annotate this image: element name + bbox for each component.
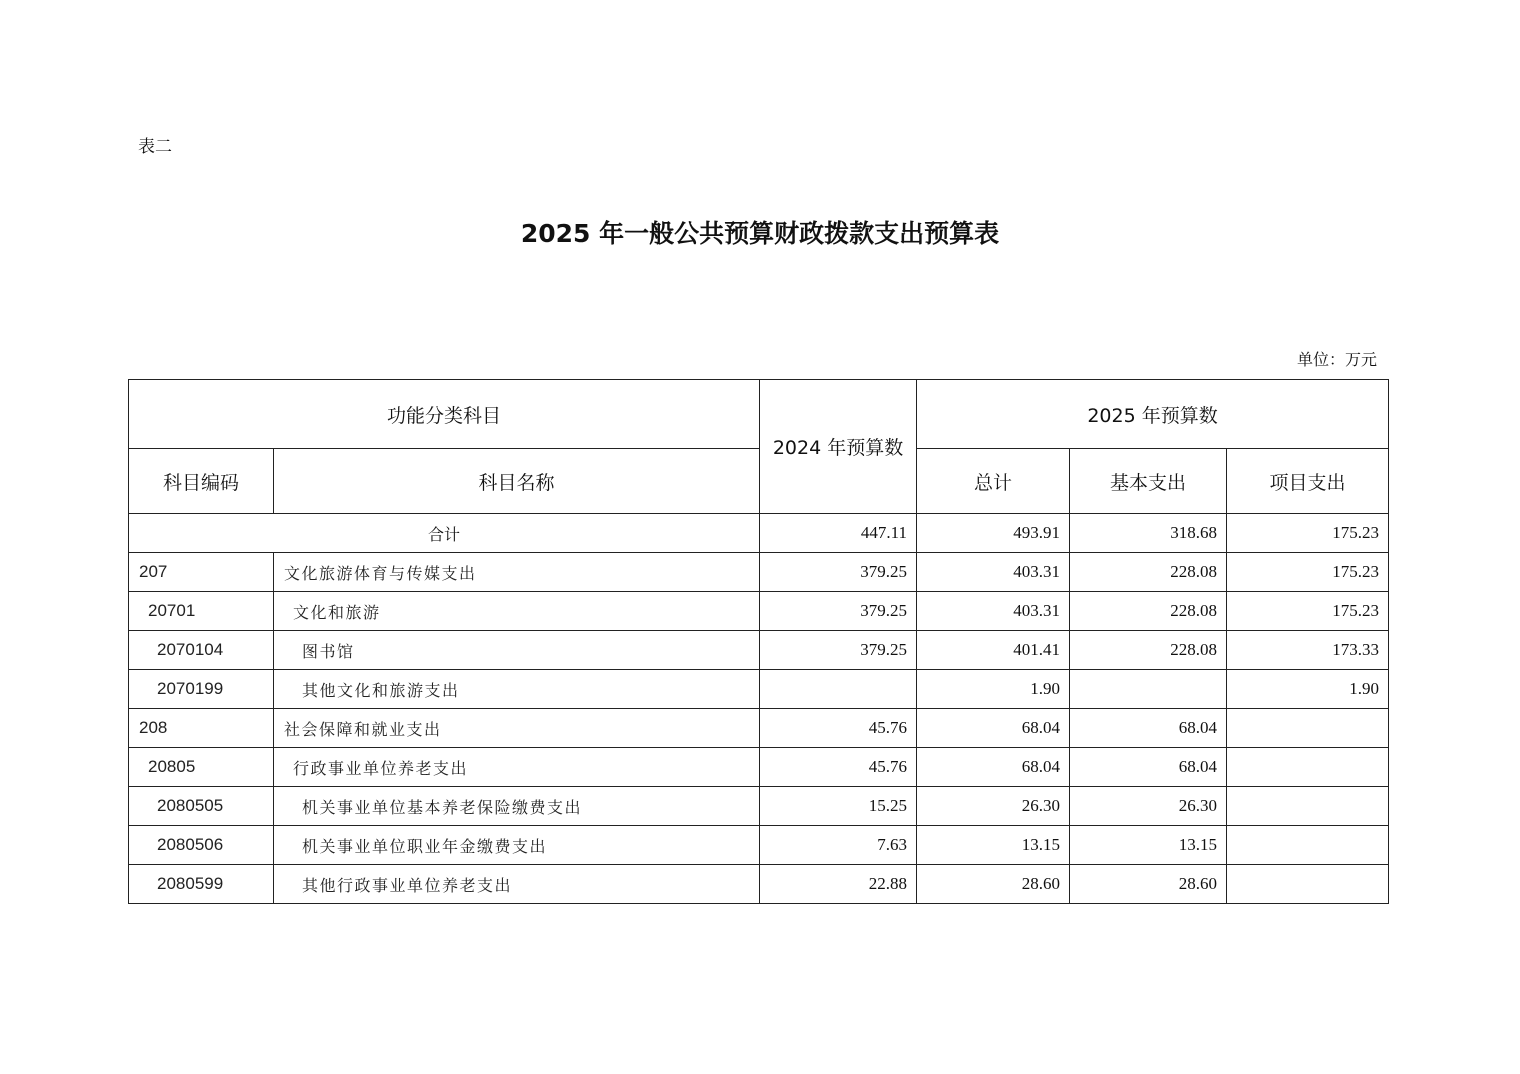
total-total: 493.91 <box>917 514 1070 553</box>
row-total: 401.41 <box>917 631 1070 670</box>
row-basic: 13.15 <box>1070 826 1227 865</box>
header-row-2 <box>129 449 1389 514</box>
row-name: 文化和旅游 <box>274 592 760 631</box>
header-project: 项目支出 <box>1227 449 1389 514</box>
row-name: 社会保障和就业支出 <box>274 709 760 748</box>
table-row <box>129 865 1389 904</box>
budget-table <box>128 379 1389 904</box>
row-prev-budget: 379.25 <box>760 592 917 631</box>
row-code: 2080599 <box>129 865 274 904</box>
header-name: 科目名称 <box>274 449 760 514</box>
row-total: 13.15 <box>917 826 1070 865</box>
table-row <box>129 787 1389 826</box>
row-project: 175.23 <box>1227 592 1389 631</box>
row-code: 20701 <box>129 592 274 631</box>
row-prev-budget: 379.25 <box>760 631 917 670</box>
header-basic: 基本支出 <box>1070 449 1227 514</box>
row-basic <box>1070 670 1227 709</box>
row-prev-budget: 15.25 <box>760 787 917 826</box>
row-project <box>1227 787 1389 826</box>
page-title: 2025 年一般公共预算财政拨款支出预算表 <box>520 219 1000 248</box>
row-name: 其他行政事业单位养老支出 <box>274 865 760 904</box>
row-basic: 68.04 <box>1070 709 1227 748</box>
row-code: 2070199 <box>129 670 274 709</box>
header-row-1 <box>129 380 1389 449</box>
table-label: 表二 <box>138 137 172 157</box>
row-prev-budget: 7.63 <box>760 826 917 865</box>
row-name: 图书馆 <box>274 631 760 670</box>
row-total: 403.31 <box>917 592 1070 631</box>
row-project <box>1227 865 1389 904</box>
row-prev-budget <box>760 670 917 709</box>
row-total: 26.30 <box>917 787 1070 826</box>
table-row <box>129 826 1389 865</box>
total-basic: 318.68 <box>1070 514 1227 553</box>
total-prev: 447.11 <box>760 514 917 553</box>
row-code: 2080506 <box>129 826 274 865</box>
row-total: 1.90 <box>917 670 1070 709</box>
row-total: 403.31 <box>917 553 1070 592</box>
row-basic: 228.08 <box>1070 592 1227 631</box>
row-basic: 228.08 <box>1070 553 1227 592</box>
table-row <box>129 631 1389 670</box>
row-project <box>1227 709 1389 748</box>
total-label: 合计 <box>129 514 760 553</box>
row-total: 68.04 <box>917 709 1070 748</box>
row-prev-budget: 379.25 <box>760 553 917 592</box>
row-project <box>1227 826 1389 865</box>
total-project: 175.23 <box>1227 514 1389 553</box>
row-name: 机关事业单位职业年金缴费支出 <box>274 826 760 865</box>
row-project: 1.90 <box>1227 670 1389 709</box>
row-project: 175.23 <box>1227 553 1389 592</box>
header-cur-group: 2025 年预算数 <box>917 380 1389 449</box>
row-prev-budget: 45.76 <box>760 709 917 748</box>
row-basic: 68.04 <box>1070 748 1227 787</box>
row-prev-budget: 45.76 <box>760 748 917 787</box>
header-total: 总计 <box>917 449 1070 514</box>
row-total: 68.04 <box>917 748 1070 787</box>
row-project: 173.33 <box>1227 631 1389 670</box>
row-project <box>1227 748 1389 787</box>
row-name: 行政事业单位养老支出 <box>274 748 760 787</box>
row-name: 其他文化和旅游支出 <box>274 670 760 709</box>
table-row <box>129 709 1389 748</box>
table-row <box>129 748 1389 787</box>
row-name: 文化旅游体育与传媒支出 <box>274 553 760 592</box>
table-row <box>129 670 1389 709</box>
row-prev-budget: 22.88 <box>760 865 917 904</box>
row-code: 208 <box>129 709 274 748</box>
header-category-group: 功能分类科目 <box>129 380 760 449</box>
row-total: 28.60 <box>917 865 1070 904</box>
header-code: 科目编码 <box>129 449 274 514</box>
row-code: 20805 <box>129 748 274 787</box>
row-code: 2070104 <box>129 631 274 670</box>
header-prev-budget: 2024 年预算数 <box>760 380 917 514</box>
unit-label: 单位：万元 <box>1296 350 1377 369</box>
table-row <box>129 553 1389 592</box>
row-name: 机关事业单位基本养老保险缴费支出 <box>274 787 760 826</box>
table-row <box>129 592 1389 631</box>
total-row <box>129 514 1389 553</box>
row-basic: 28.60 <box>1070 865 1227 904</box>
row-basic: 26.30 <box>1070 787 1227 826</box>
row-basic: 228.08 <box>1070 631 1227 670</box>
row-code: 207 <box>129 553 274 592</box>
row-code: 2080505 <box>129 787 274 826</box>
